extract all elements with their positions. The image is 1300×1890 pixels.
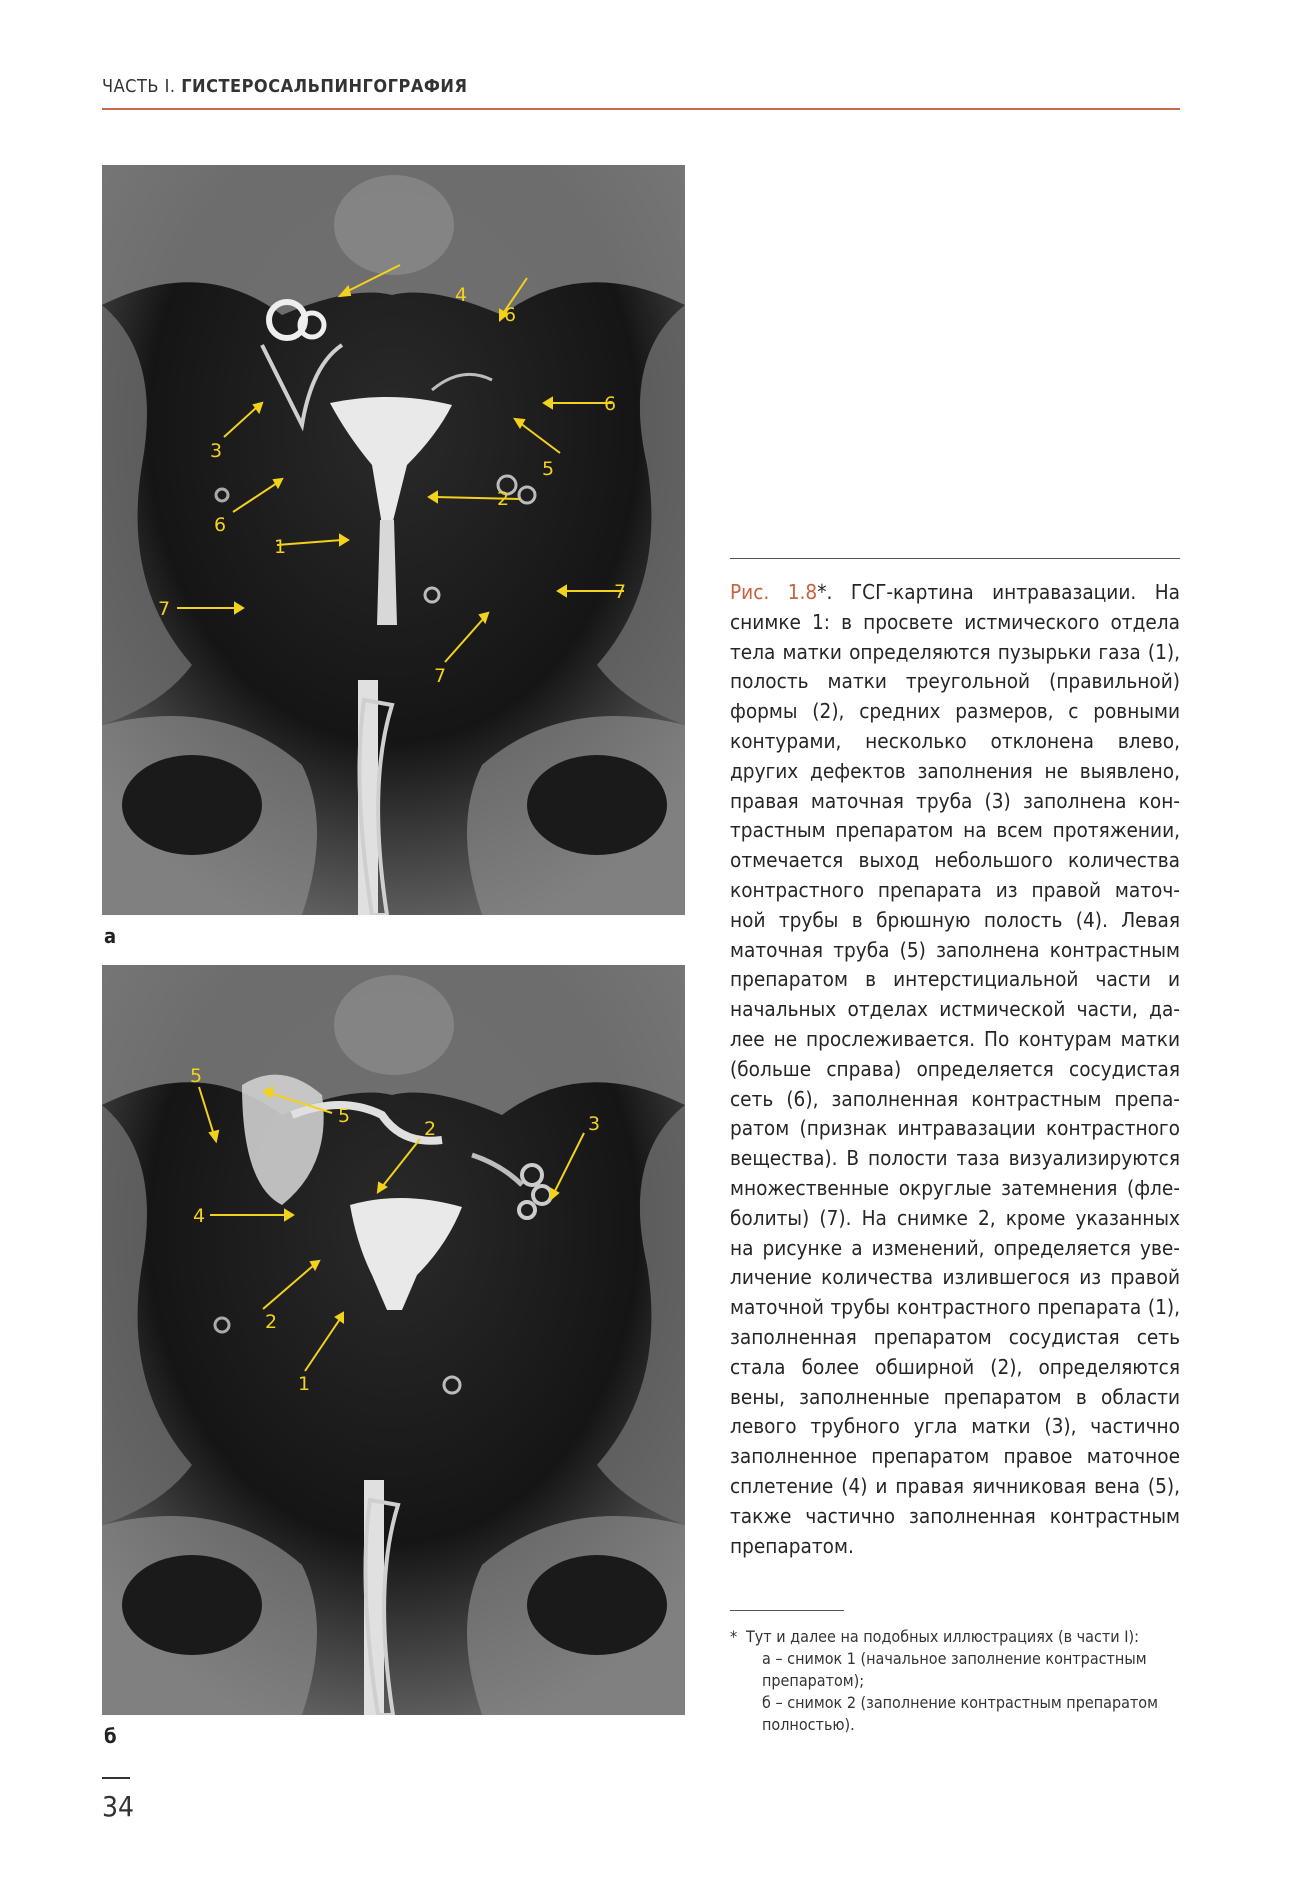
caption-line: трастным препаратом на всем протяжении, [730,818,1180,843]
footnote-line: Тут и далее на подобных иллюстрациях (в части I): [746,1627,1139,1646]
caption-line: заполненное препаратом правое маточное [730,1444,1180,1469]
header-prefix: ЧАСТЬ I. [102,76,176,97]
annotation-a-7-left: 7 [158,598,171,620]
figure-caption [730,578,1180,1561]
caption-line: болиты) (7). На снимке 2, кроме указанных [730,1205,1180,1230]
caption-line: ГСГ-картина интравазации. На [850,580,1180,604]
caption-line: ратом (признак интравазации контрастного [730,1116,1180,1141]
annotation-b-3: 3 [588,1113,601,1135]
annotation-a-6-top: 6 [504,304,517,326]
annotation-b-5-left: 5 [190,1065,203,1087]
caption-line: препаратом в интерстициальной части и [730,967,1180,992]
caption-line: ной трубы в брюшную полость (4). Левая [730,907,1180,932]
caption-line: вещества). В полости таза визуализируются [730,1146,1180,1171]
footnote-line: полностью). [762,1715,855,1734]
annotation-a-5: 5 [542,458,555,480]
annotation-a-6-right: 6 [604,393,617,415]
caption-line: лее не прослеживается. По контурам матки [730,1026,1180,1051]
caption-line: вены, заполненные препаратом в области [730,1384,1180,1409]
figure-asterisk: *. [817,580,833,604]
figure-number: Рис. 1.8 [730,580,818,604]
caption-line: начальных отделах истмической части, да- [730,997,1180,1022]
annotation-a-7-bottom: 7 [434,665,447,687]
header-title: ГИСТЕРОСАЛЬПИНГОГРАФИЯ [181,76,468,97]
caption-line: тела матки определяются пузырьки газа (1), [730,639,1180,664]
annotation-a-4: 4 [455,284,468,306]
annotation-a-6-left: 6 [214,514,227,536]
caption-line: полость матки треугольной (правильной) [730,669,1180,694]
header-rule [102,108,1180,110]
footnote-line: препаратом); [762,1671,865,1690]
caption-line: множественные округлые затемнения (фле- [730,1175,1180,1200]
caption-line: также частично заполненная контрастным [730,1503,1180,1528]
caption-line: на рисунке а изменений, определяется уве- [730,1235,1180,1260]
panel-label-a: а [104,924,117,948]
annotation-b-5-right: 5 [338,1105,351,1127]
page-number: 34 [102,1790,135,1823]
annotation-a-7-right: 7 [614,581,627,603]
caption-line: правая маточная труба (3) заполнена кон- [730,788,1180,813]
caption-line: отмечается выход небольшого количества [730,848,1180,873]
annotation-b-2-top: 2 [424,1118,437,1140]
caption-line: сплетение (4) и правая яичниковая вена (5), [730,1473,1180,1498]
annotation-a-3: 3 [210,440,223,462]
caption-rule [730,558,1180,559]
annotation-a-1: 1 [274,536,287,558]
page-number-rule [102,1777,130,1779]
footnote-rule [730,1610,844,1611]
caption-line: контрастного препарата из правой маточ- [730,877,1180,902]
annotation-b-1: 1 [298,1373,311,1395]
xray-image-b [102,965,685,1715]
annotation-b-2-bottom: 2 [265,1311,278,1333]
caption-line: (больше справа) определяется сосудистая [730,1056,1180,1081]
xray-image-a [102,165,685,915]
caption-line: маточная труба (5) заполнена контрастным [730,937,1180,962]
annotation-a-2: 2 [497,488,510,510]
footnote-line: б – снимок 2 (заполнение контрастным препаратом [762,1693,1158,1712]
caption-line: формы (2), средних размеров, с ровными [730,699,1180,724]
caption-line: маточной трубы контрастного препарата (1), [730,1295,1180,1320]
caption-line: сеть (6), заполненная контрастным препа- [730,1086,1180,1111]
caption-line: личение количества излившегося из правой [730,1265,1180,1290]
footnote-marker: * [730,1627,738,1646]
caption-line: левого трубного угла матки (3), частично [730,1414,1180,1439]
running-header [102,76,467,97]
caption-line: контурами, несколько отклонена влево, [730,728,1180,753]
footnote-line: а – снимок 1 (начальное заполнение контрастным [762,1649,1147,1668]
caption-line: снимке 1: в просвете истмического отдела [730,609,1180,634]
footnote [730,1626,1180,1736]
panel-label-b: б [104,1724,117,1748]
caption-line: стала более обширной (2), определяются [730,1354,1180,1379]
caption-line: других дефектов заполнения не выявлено, [730,758,1180,783]
caption-line: препаратом. [730,1533,854,1558]
caption-line: заполненная препаратом сосудистая сеть [730,1324,1180,1349]
annotation-b-4: 4 [193,1205,206,1227]
